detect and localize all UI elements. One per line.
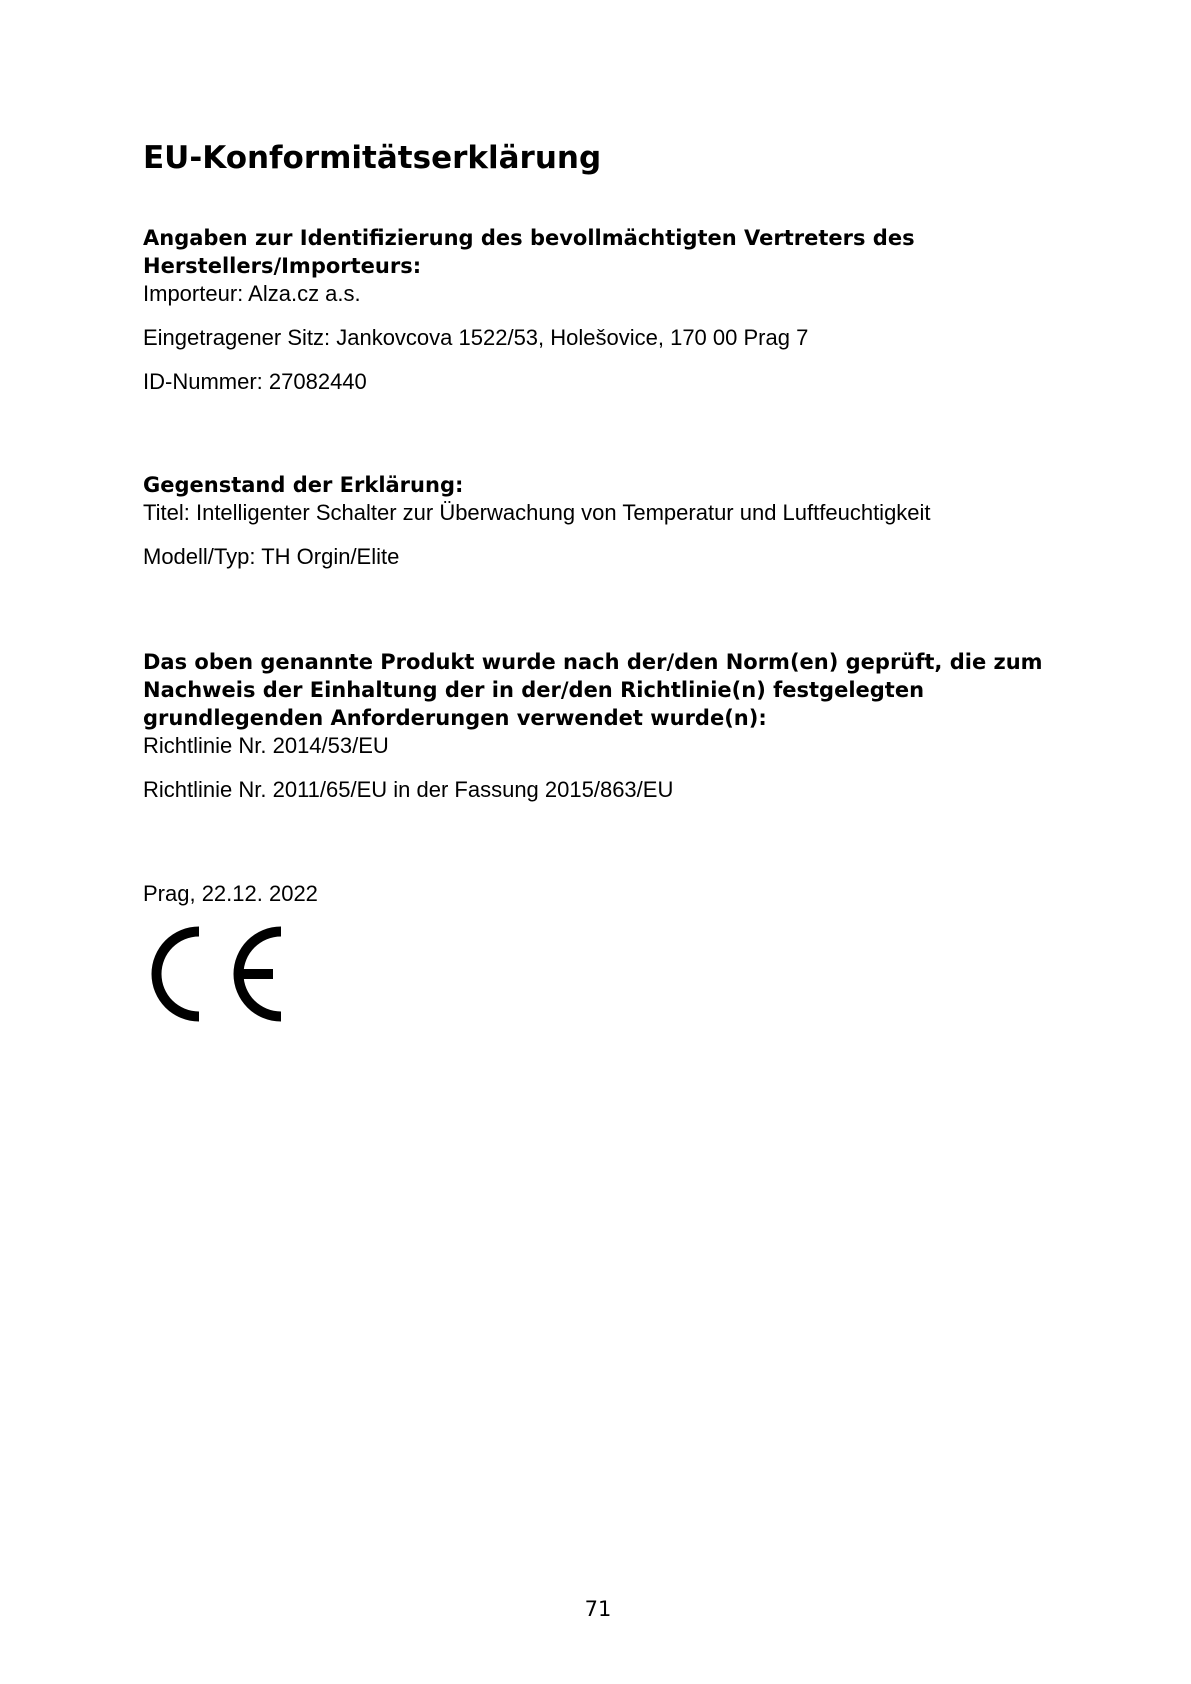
importer-section	[143, 224, 1043, 396]
page-number: 71	[584, 1597, 612, 1621]
subject-heading: Gegenstand der Erklärung:	[143, 473, 464, 497]
product-title: Titel: Intelligenter Schalter zur Überwachung von Temperatur und Luftfeuchtigkeit	[143, 500, 931, 525]
importer-name: Importeur: Alza.cz a.s.	[143, 281, 361, 306]
directive-item: Richtlinie Nr. 2011/65/EU in der Fassung 2015/863/EU	[143, 777, 674, 802]
standards-heading	[143, 648, 1043, 732]
importer-heading	[143, 224, 1043, 280]
page-title: EU-Konformitätserklärung	[143, 140, 602, 176]
directive-item: Richtlinie Nr. 2014/53/EU	[143, 733, 389, 758]
standards-heading-line-2: Nachweis der Einhaltung der in der/den Richtlinie(n) festgelegten	[143, 678, 925, 702]
importer-heading-line-2: Herstellers/Importeurs:	[143, 254, 422, 278]
place-date: Prag, 22.12. 2022	[143, 881, 318, 906]
standards-section	[143, 648, 1043, 804]
importer-heading-line-1: Angaben zur Identifizierung des bevollmächtigten Vertreters des	[143, 226, 915, 250]
registered-seat: Eingetragener Sitz: Jankovcova 1522/53, Holešovice, 170 00 Prag 7	[143, 325, 809, 350]
product-model: Modell/Typ: TH Orgin/Elite	[143, 544, 400, 569]
ce-mark-icon	[143, 924, 282, 1024]
document-page	[143, 0, 1063, 1684]
id-number: ID-Nummer: 27082440	[143, 369, 367, 394]
subject-section	[143, 471, 1043, 571]
standards-heading-line-1: Das oben genannte Produkt wurde nach der/den Norm(en) geprüft, die zum	[143, 650, 1043, 674]
standards-heading-line-3: grundlegenden Anforderungen verwendet wurde(n):	[143, 706, 767, 730]
